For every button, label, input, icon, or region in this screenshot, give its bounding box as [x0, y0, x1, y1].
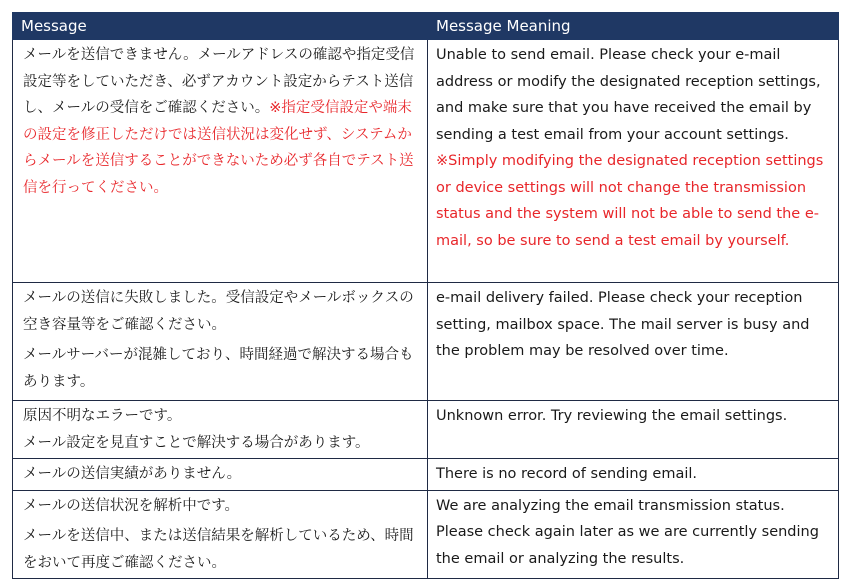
message-cell [13, 459, 428, 491]
meaning-cell [428, 490, 839, 579]
warning-text: ※Simply modifying the designated reception settings or device settings will not change the transmission status and the system will not be able to send the e-mail, so be sure to send a test email by yourself. [436, 153, 824, 249]
header-message: Message [13, 13, 428, 40]
message-cell [13, 401, 428, 459]
meaning-text: There is no record of sending email. [436, 466, 698, 482]
table-row [13, 459, 839, 491]
message-text: メールを送信中、または送信結果を解析しているため、時間をおいて再度ご確認ください。 [23, 528, 414, 571]
message-text: メール設定を見直すことで解決する場合があります。 [23, 434, 370, 451]
meaning-cell [428, 283, 839, 401]
warning-text: ※指定受信設定や端末の設定を修正しただけでは送信状況は変化せず、システムからメールを送信することができないため必ず各自でテスト送信を行ってください。 [23, 100, 414, 196]
header-message-meaning: Message Meaning [428, 13, 839, 40]
message-text: メールの送信に失敗しました。受信設定やメールボックスの空き容量等をご確認ください。 [23, 290, 414, 333]
meaning-text: We are analyzing the email transmission status. Please check again later as we are currently sending the email or analyzing the results. [436, 497, 819, 567]
message-text: 原因不明なエラーです。 [23, 408, 182, 424]
message-text: メールの送信状況を解析中です。 [23, 497, 240, 514]
message-cell [13, 283, 428, 401]
meaning-cell [428, 40, 839, 283]
meaning-text: Unknown error. Try reviewing the email settings. [436, 408, 788, 424]
meaning-text: Unable to send email. Please check your e-mail address or modify the designated reception settings, and make sure that you have received the email by sending a test email from your account settings. [436, 47, 821, 143]
message-text: メールの送信実績がありません。 [23, 466, 242, 482]
message-table [12, 12, 839, 579]
message-text: メールサーバーが混雑しており、時間経過で解決する場合もあります。 [23, 347, 414, 390]
table-header-row [13, 13, 839, 40]
message-cell [13, 40, 428, 283]
table-row [13, 283, 839, 401]
meaning-text: e-mail delivery failed. Please check your reception setting, mailbox space. The mail server is busy and the problem may be resolved over time. [436, 290, 810, 359]
meaning-cell [428, 459, 839, 491]
table-row [13, 40, 839, 283]
table-row [13, 490, 839, 579]
message-cell [13, 490, 428, 579]
message-text: メールを送信できません。メールアドレスの確認や指定受信設定等をしていただき、必ずアカウント設定からテスト送信し、メールの受信をご確認ください。 [23, 47, 415, 116]
meaning-cell [428, 401, 839, 459]
table-row [13, 401, 839, 459]
